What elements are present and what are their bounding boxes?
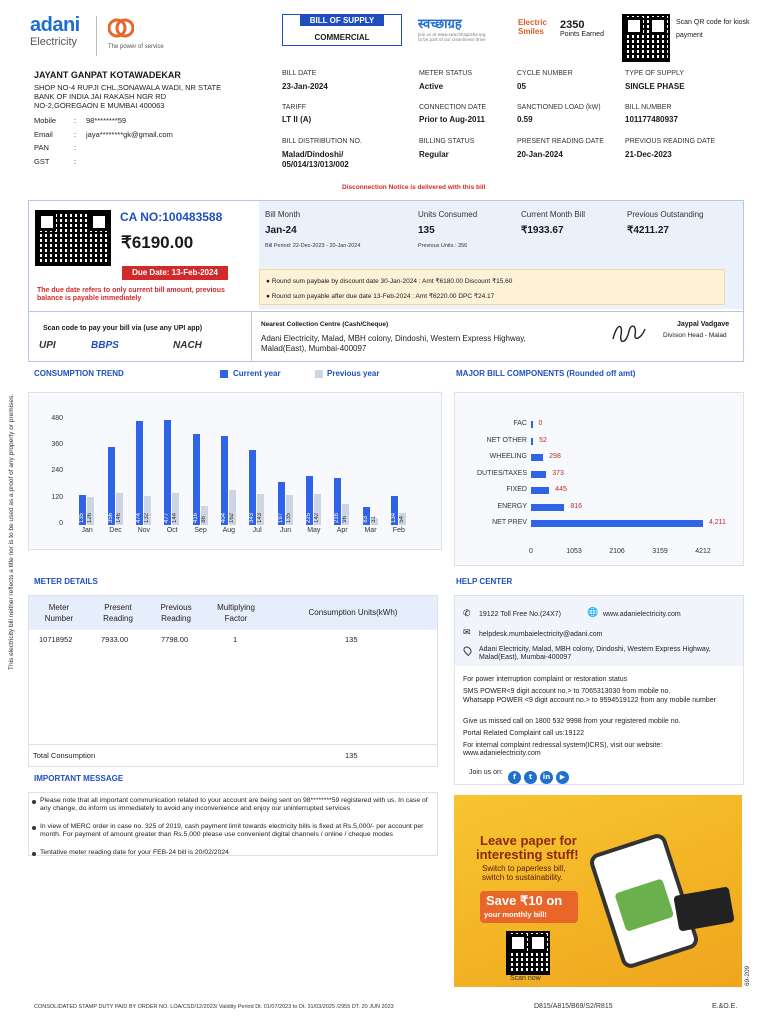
- kiosk-qr-caption: Scan QR code for kiosk payment: [676, 19, 750, 39]
- bill-number: 101177480937: [625, 115, 678, 124]
- bar-value-label: 135: [79, 512, 86, 523]
- total-consumption: 135: [345, 751, 358, 760]
- current-bill-label: Current Month Bill: [521, 210, 586, 219]
- bar-value-label: 134: [390, 512, 397, 523]
- join-us-label: Join us on:: [469, 769, 503, 776]
- help-center-title: HELP CENTER: [456, 577, 513, 586]
- help-line-1: SMS POWER<9 digit account no.> to 7065313030 from mobile no.: [463, 688, 671, 695]
- nach-logo: NACH: [173, 340, 202, 351]
- x-tick-label: Jun: [279, 527, 292, 534]
- important-item-2: Tentative meter reading date for your FEB-24 bill is 20/02/2024: [40, 849, 229, 856]
- signer-name: Jaypal Vadgave: [677, 321, 730, 328]
- bill-components-chart: [454, 392, 744, 566]
- current-bill: ₹1933.67: [521, 225, 564, 236]
- bar-value-label: 477: [164, 512, 171, 523]
- bar-value-label: 146: [115, 512, 122, 523]
- x-tick-label: Dec: [109, 527, 122, 534]
- component-bar: [531, 471, 546, 478]
- bill-date: 23-Jan-2024: [282, 82, 328, 91]
- power-of-service-logo: The power of service: [108, 16, 168, 50]
- bar-value-label: 225: [305, 512, 312, 523]
- x-tick-label: Mar: [364, 527, 377, 534]
- upi-logo: UPI: [39, 340, 56, 351]
- previous-reading-date: 21-Dec-2023: [625, 150, 672, 159]
- consumption-trend-chart: [28, 392, 442, 550]
- billing-status-label: BILLING STATUS: [419, 138, 475, 145]
- units-label: Units Consumed: [418, 210, 478, 219]
- component-value: 298: [549, 453, 561, 460]
- signature: [609, 319, 649, 347]
- component-bar: [531, 504, 564, 511]
- bill-month-label: Bill Month: [265, 210, 301, 219]
- bullet: [32, 852, 36, 856]
- round-sum-discount: ● Round sum paybale by discount date 30-Jan-2024 : Amt ₹6180.00 Discount ₹15.60: [266, 278, 513, 285]
- meter-total-divider: [29, 744, 437, 745]
- component-value: 373: [552, 469, 564, 477]
- component-label: WHEELING: [489, 453, 527, 460]
- help-line-4: Portal Related Complaint call us:19122: [463, 730, 585, 737]
- legend-previous-label: Previous year: [327, 369, 380, 378]
- divider: [96, 16, 97, 56]
- bill-month: Jan-24: [265, 225, 297, 236]
- x-tick-label: 2106: [609, 548, 625, 555]
- y-tick-label: 480: [51, 414, 63, 422]
- collection-centre-address: Adani Electricity, Malad, MBH colony, Dindoshi, Western Express Highway, Malad(East), Mumbai-400097: [261, 334, 526, 353]
- legend-current-label: Current year: [233, 369, 281, 378]
- bill-components-title: MAJOR BILL COMPONENTS (Rounded off amt): [456, 369, 636, 378]
- distribution-label: BILL DISTRIBUTION NO.: [282, 138, 362, 145]
- side-code: 69-209: [744, 965, 751, 986]
- previous-reading: 7798.00: [161, 635, 189, 644]
- legend-previous-swatch: [315, 370, 323, 378]
- component-bar: [531, 421, 533, 428]
- x-tick-label: Sep: [194, 527, 207, 534]
- meter-status-label: METER STATUS: [419, 70, 473, 77]
- smiles-points: 2350 Points Earned: [560, 19, 604, 38]
- bar-value-label: 404: [220, 512, 227, 523]
- present-reading-date: 20-Jan-2024: [517, 150, 563, 159]
- component-label: ENERGY: [497, 502, 527, 510]
- x-tick-label: 1053: [566, 548, 582, 555]
- components-plot-area: [476, 420, 726, 555]
- y-tick-label: 120: [51, 493, 63, 501]
- x-tick-label: Aug: [222, 527, 236, 534]
- help-line-3: Give us missed call on 1800 532 9998 from your registered mobile no.: [463, 718, 681, 725]
- ad-sub-1: Switch to paperless bill,: [482, 864, 566, 873]
- help-email[interactable]: helpdesk.mumbaielectricity@adani.com: [479, 631, 603, 638]
- y-tick-label: 240: [51, 467, 63, 475]
- bbps-logo: BBPS: [91, 340, 119, 351]
- total-consumption-label: Total Consumption: [33, 751, 96, 760]
- tariff: LT II (A): [282, 115, 312, 124]
- component-value: 816: [570, 502, 582, 510]
- signer-role: Division Head - Malad: [663, 332, 727, 339]
- meter-details-title: METER DETAILS: [34, 577, 98, 586]
- bar-value-label: 96: [342, 516, 349, 523]
- bar-value-label: 144: [172, 512, 179, 523]
- consumption-units: 135: [345, 635, 358, 644]
- ad-headline-2: interesting stuff!: [476, 847, 579, 862]
- footer-code: D815/A815/B69/S2/R815: [534, 1003, 613, 1010]
- twitter-icon[interactable]: t: [524, 771, 537, 784]
- previous-outstanding-label: Previous Outstanding: [627, 210, 704, 219]
- previous-reading-label: PREVIOUS READING DATE: [625, 138, 716, 145]
- round-sum-box: [259, 269, 725, 305]
- bill-of-supply-box: BILL OF SUPPLY COMMERCIAL: [282, 14, 402, 46]
- disconnection-notice: Disconnection Notice is delivered with this bill: [342, 184, 486, 191]
- help-line-0: For power interruption complaint or restoration status: [463, 676, 628, 683]
- important-message-title: IMPORTANT MESSAGE: [34, 774, 124, 783]
- important-item-0: Please note that all important communication related to your account are being sent on 98********59 registered with us. In case of any change, do inform us immediately to avoid any inconvenience and enjoy our uninterrupted services: [40, 797, 428, 812]
- help-phone[interactable]: 19122 Toll Free No.(24X7): [479, 611, 561, 618]
- ad-save-2: your monthly bill!: [484, 910, 547, 919]
- billing-status: Regular: [419, 150, 449, 159]
- bullet: [32, 800, 36, 804]
- multiplying-factor: 1: [233, 635, 238, 644]
- bar-value-label: 143: [257, 512, 264, 523]
- bar-value-label: 216: [334, 512, 341, 523]
- component-value: 0: [538, 420, 543, 427]
- component-label: FAC: [513, 420, 527, 427]
- bill-period: Bill Period: 22-Dec-2023 - 20-Jan-2024: [265, 243, 361, 249]
- mail-icon: ✉: [463, 628, 471, 638]
- consumption-trend-title: CONSUMPTION TREND: [34, 369, 124, 378]
- ad-sub-2: switch to sustainability.: [482, 873, 563, 882]
- cycle-number: 05: [517, 82, 526, 91]
- load-label: SANCTIONED LOAD (kW): [517, 104, 601, 111]
- tariff-label: TARIFF: [282, 104, 306, 111]
- component-bar: [531, 520, 703, 527]
- summary-vdivider: [251, 312, 252, 362]
- summary-divider: [29, 311, 743, 312]
- bar-value-label: 416: [192, 512, 199, 523]
- previous-units: Previous Units : 356: [418, 243, 468, 249]
- paperless-ad[interactable]: [454, 795, 742, 987]
- meter-header-number: Meter Number: [44, 603, 74, 623]
- x-tick-label: Jan: [81, 527, 93, 534]
- collection-centre-label: Nearest Collection Centre (Cash/Cheque): [261, 321, 389, 328]
- current-year-bar: [136, 421, 143, 525]
- side-disclaimer: This electricity bill neither reflects a title nor is to be used as a proof of any property or premises.: [8, 393, 15, 670]
- x-tick-label: May: [307, 527, 321, 534]
- trend-plot-area: [51, 411, 413, 534]
- bar-value-label: 83: [362, 516, 369, 523]
- component-value: 4,211: [708, 519, 726, 526]
- component-label: NET OTHER: [486, 436, 527, 444]
- help-center-box: [454, 595, 744, 785]
- x-tick-label: Oct: [166, 527, 178, 534]
- bar-value-label: 162: [228, 512, 235, 523]
- current-year-bar: [164, 420, 171, 525]
- total-amount: ₹6190.00: [121, 233, 194, 252]
- bar-value-label: 86: [200, 516, 207, 523]
- ca-number: CA NO:100483588: [120, 210, 223, 224]
- bar-value-label: 126: [87, 512, 94, 523]
- meter-header-factor: Multiplying Factor: [217, 603, 255, 623]
- important-item-1: In view of MERC order in case no. 325 of 2019, cash payment limit towards electricity bills is fixed at Rs.5,000/- per account per month. For payment of amount greater than Rs.5,000 please use convenient digital channels / online / cheque modes: [40, 823, 424, 838]
- meter-status: Active: [419, 82, 444, 91]
- bar-value-label: 142: [313, 512, 320, 523]
- connection-date: Prior to Aug-2011: [419, 115, 485, 124]
- component-bar: [531, 487, 549, 494]
- upi-caption: Scan code to pay your bill via (use any UPI app): [43, 325, 203, 332]
- y-tick-label: 360: [51, 441, 63, 449]
- help-address: Adani Electricity, Malad, MBH colony, Dindoshi, Western Express Highway, Malad(East), Mumbai-400097: [479, 646, 711, 661]
- units-consumed: 135: [418, 225, 435, 236]
- x-tick-label: 3159: [652, 548, 668, 555]
- component-bar: [531, 438, 533, 445]
- customer-name: JAYANT GANPAT KOTAWADEKAR: [34, 70, 181, 80]
- distribution-number: Malad/Dindoshi/ 05/014/13/013/002: [282, 150, 349, 169]
- footer-stamp-duty: CONSOLIDATED STAMP DUTY PAID BY ORDER NO. LOA/CSD/12/2023/ Validity Period Dt. 01/07/2023 to Dt. 31/03/2025 /2955 DT. 20 JUN 2023: [34, 1004, 394, 1010]
- adani-logo: adani Electricity: [30, 14, 80, 48]
- ad-save-1: Save ₹10 on: [486, 893, 563, 908]
- footer-eoe: E.&O.E.: [712, 1003, 738, 1010]
- x-tick-label: 0: [529, 548, 533, 555]
- bullet: [32, 826, 36, 830]
- youtube-icon[interactable]: ▶: [556, 771, 569, 784]
- due-date-badge: Due Date: 13-Feb-2024: [122, 266, 228, 280]
- bill-number-label: BILL NUMBER: [625, 104, 672, 111]
- bar-value-label: 474: [135, 512, 142, 523]
- bill-summary-box: [28, 200, 744, 362]
- connection-date-label: CONNECTION DATE: [419, 104, 487, 111]
- current-year-bar: [193, 434, 200, 525]
- help-website[interactable]: www.adanielectricity.com: [603, 611, 681, 618]
- electric-smiles-logo: Electric Smiles: [518, 18, 547, 36]
- x-tick-label: 4212: [695, 548, 711, 555]
- supply-label: TYPE OF SUPPLY: [625, 70, 684, 77]
- component-label: NET PREV: [492, 519, 527, 526]
- x-tick-label: Feb: [392, 527, 405, 534]
- bar-value-label: 343: [249, 512, 256, 523]
- meter-header-units: Consumption Units(kWh): [308, 608, 398, 617]
- x-tick-label: Apr: [336, 527, 348, 534]
- y-tick-label: 0: [59, 520, 63, 527]
- meter-number: 10718952: [39, 635, 73, 644]
- bill-details: [282, 70, 752, 180]
- component-label: FIXED: [506, 486, 527, 493]
- component-value: 445: [555, 486, 567, 493]
- customer-address: SHOP NO-4 RUPJI CHL,SONAWALA WADI, NR STATE BANK OF INDIA JAI RAKASH NGR RD NO-2,GOREGAON E MUMBAI 400063: [34, 83, 222, 110]
- pay-qr-code[interactable]: [35, 210, 111, 266]
- kiosk-qr-code[interactable]: [622, 14, 670, 62]
- x-tick-label: Nov: [137, 527, 151, 534]
- meter-header-previous: Previous Reading: [160, 603, 192, 623]
- bar-value-label: 356: [107, 512, 114, 523]
- bar-value-label: 197: [277, 512, 284, 523]
- ad-qr-code[interactable]: [506, 931, 550, 975]
- round-sum-after-due: ● Round sum payable after due date 13-Feb-2024 : Amt ₹6220.00 DPC ₹24.17: [266, 293, 495, 300]
- linkedin-icon[interactable]: in: [540, 771, 553, 784]
- social-icons: [505, 764, 569, 784]
- meter-header-present: Present Reading: [103, 603, 133, 623]
- meter-table: [28, 595, 438, 767]
- globe-icon: 🌐: [587, 608, 599, 618]
- ad-scan-now: Scan now: [510, 975, 541, 982]
- help-line-2: Whatsapp POWER <9 digit account no.> to 9594519122 from any mobile number: [463, 697, 716, 704]
- legend-current-swatch: [220, 370, 228, 378]
- bar-value-label: 132: [143, 512, 150, 523]
- present-reading: 7933.00: [101, 635, 129, 644]
- bar-value-label: 54: [398, 516, 405, 523]
- customer-contact: Mobile : 98********59 Email : jaya********gk@gmail.com PAN : GST :: [34, 116, 173, 166]
- current-year-bar: [221, 436, 228, 525]
- facebook-icon[interactable]: f: [508, 771, 521, 784]
- bar-value-label: 135: [285, 512, 292, 523]
- component-label: DUTIES/TAXES: [476, 469, 527, 477]
- previous-outstanding: ₹4211.27: [627, 225, 669, 236]
- present-reading-label: PRESENT READING DATE: [517, 138, 604, 145]
- sanctioned-load: 0.59: [517, 115, 533, 124]
- component-bar: [531, 454, 543, 461]
- supply-type: SINGLE PHASE: [625, 82, 685, 91]
- due-note: The due date refers to only current bill amount, previous balance is payable immediately: [37, 287, 225, 302]
- cycle-label: CYCLE NUMBER: [517, 70, 573, 77]
- component-value: 52: [539, 436, 547, 444]
- x-tick-label: Jul: [252, 527, 262, 534]
- bar-value-label: 31: [370, 516, 377, 523]
- phone-icon: ✆: [463, 609, 471, 619]
- ad-headline-1: Leave paper for: [480, 833, 577, 848]
- bill-date-label: BILL DATE: [282, 70, 317, 77]
- swachhagraha-logo: स्वच्छाग्रह Join us at www.swachhagraha.org to be part of our cleanliness drive: [418, 17, 486, 42]
- help-line-5: For internal complaint redressal system(ICRS), visit our website: www.adanielectricity.com: [463, 742, 663, 757]
